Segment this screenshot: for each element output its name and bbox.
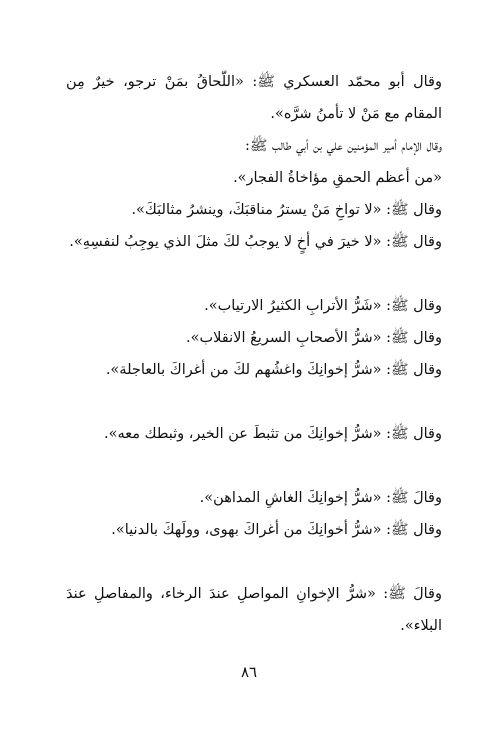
paragraph-7: وقال ﷺ: «شرُّ الأصحابِ السريعُ الانقلاب». bbox=[186, 330, 442, 346]
paragraph-9: وقال ﷺ: «شرُّ إخوانِكَ من تثبطَ عن الخير، وثبطك معه». bbox=[103, 426, 442, 442]
paragraph-10: وقالَ ﷺ: «شرُّ إخوانِكَ الغاشِ المداهن». bbox=[199, 490, 442, 506]
paragraph-1: وقال أبو محمّد العسكري ﷺ: «اللّحاقُ بمَنْ ترجو، خيرٌ مِن المقام مع مَنْ لا تأمنُ شرَّه». bbox=[66, 74, 442, 122]
paragraph-4: وقال ﷺ: «لا تواخِ مَنْ يسترُ مناقبَكَ، وينشرُ مثالبَكَ». bbox=[131, 202, 442, 218]
paragraph-2: وقال الإمام أمير المؤمنين علي بن أبي طالب ﷺ: bbox=[244, 138, 442, 154]
paragraph-12: وقالَ ﷺ: «شرُّ الإخوانِ المواصلِ عندَ الرخاء، والمفاصلِ عندَ البلاء». bbox=[66, 586, 442, 634]
paragraph-11: وقال ﷺ: «شرُّ أخوانِكَ من أغراكَ بهوى، وولَهكَ بالدنيا». bbox=[111, 522, 442, 538]
paragraph-3: «من أعظم الحمقِ مؤاخاةُ الفجار». bbox=[233, 170, 442, 186]
paragraph-6: وقال ﷺ: «شَرُّ الأترابِ الكثيرُ الارتياب». bbox=[204, 298, 442, 314]
paragraph-5: وقال ﷺ: «لا خيرَ في أخٍ لا يوجبُ لكَ مثلَ الذي يوجِبُ لنفسِهِ». bbox=[69, 234, 442, 250]
page-number: ٨٦ bbox=[240, 663, 258, 681]
paragraph-8: وقال ﷺ: «شرُّ إخوانِكَ واغشُهم لكَ من أغراكَ بالعاجلة». bbox=[105, 362, 442, 378]
